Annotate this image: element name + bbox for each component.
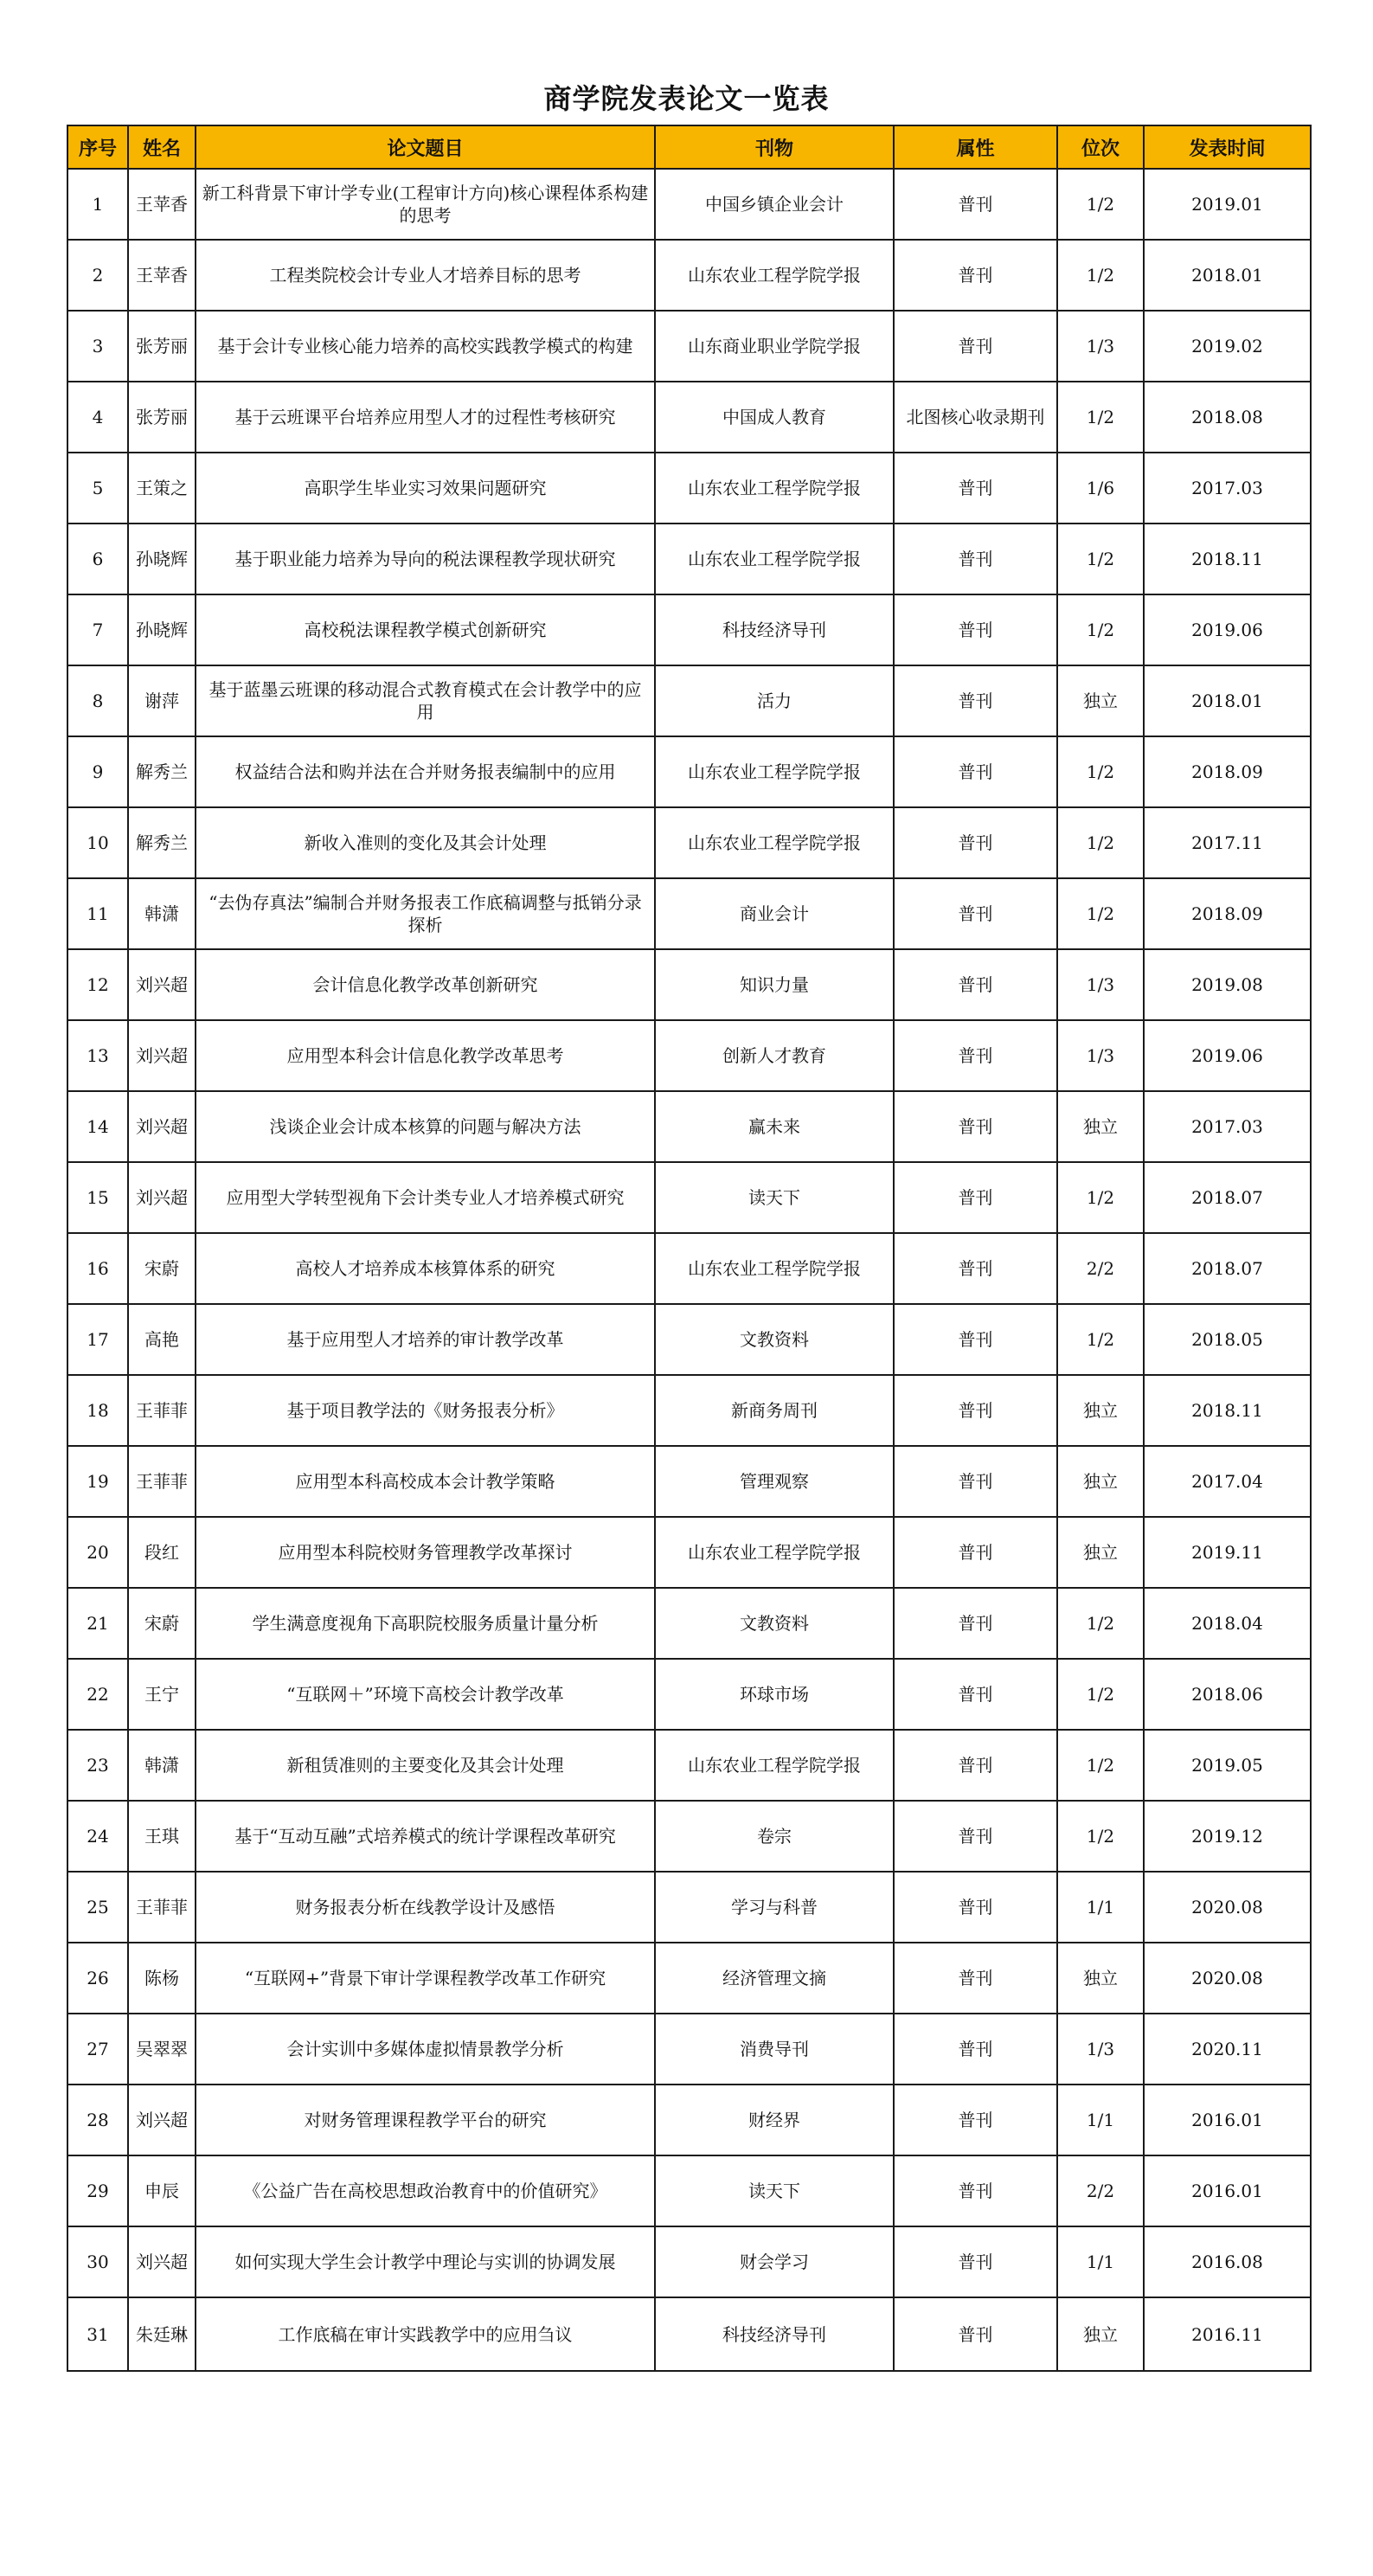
- table-row: [67, 1730, 1311, 1801]
- cell-no: 10: [67, 807, 128, 878]
- table-row: [67, 1943, 1311, 2014]
- cell-type: 普刊: [894, 807, 1057, 878]
- cell-author: 王菲菲: [128, 1375, 196, 1446]
- cell-title: 基于会计专业核心能力培养的高校实践教学模式的构建: [196, 311, 655, 382]
- cell-journal: 创新人才教育: [655, 1020, 894, 1091]
- cell-date: 2019.06: [1144, 1020, 1311, 1091]
- cell-date: 2019.05: [1144, 1730, 1311, 1801]
- cell-title: 高校人才培养成本核算体系的研究: [196, 1233, 655, 1304]
- cell-author: 刘兴超: [128, 1020, 196, 1091]
- cell-rank: 1/2: [1057, 878, 1144, 949]
- cell-rank: 1/2: [1057, 1304, 1144, 1375]
- document-title: 商学院发表论文一览表: [543, 82, 830, 115]
- cell-date: 2019.02: [1144, 311, 1311, 382]
- cell-rank: 1/1: [1057, 1872, 1144, 1943]
- cell-type: 普刊: [894, 1375, 1057, 1446]
- cell-no: 4: [67, 382, 128, 453]
- cell-title: 如何实现大学生会计教学中理论与实训的协调发展: [196, 2226, 655, 2297]
- cell-no: 16: [67, 1233, 128, 1304]
- cell-date: 2018.06: [1144, 1659, 1311, 1730]
- cell-title: 应用型本科高校成本会计教学策略: [196, 1446, 655, 1517]
- cell-journal: 新商务周刊: [655, 1375, 894, 1446]
- papers-table: [67, 125, 1312, 2372]
- header-cell-journal: 刊物: [655, 125, 894, 169]
- table-row: [67, 594, 1311, 665]
- cell-rank: 2/2: [1057, 1233, 1144, 1304]
- header-cell-author: 姓名: [128, 125, 196, 169]
- cell-journal: 财会学习: [655, 2226, 894, 2297]
- cell-date: 2020.11: [1144, 2014, 1311, 2085]
- cell-journal: 山东农业工程学院学报: [655, 1233, 894, 1304]
- cell-rank: 1/3: [1057, 949, 1144, 1020]
- cell-type: 普刊: [894, 1233, 1057, 1304]
- cell-rank: 独立: [1057, 1446, 1144, 1517]
- table-row: [67, 736, 1311, 807]
- cell-author: 申辰: [128, 2155, 196, 2226]
- cell-no: 13: [67, 1020, 128, 1091]
- table-row: [67, 2014, 1311, 2085]
- cell-author: 高艳: [128, 1304, 196, 1375]
- cell-rank: 2/2: [1057, 2155, 1144, 2226]
- cell-rank: 独立: [1057, 665, 1144, 736]
- table-row: [67, 1517, 1311, 1588]
- cell-type: 普刊: [894, 311, 1057, 382]
- cell-title: “去伪存真法”编制合并财务报表工作底稿调整与抵销分录探析: [196, 878, 655, 949]
- cell-date: 2018.01: [1144, 665, 1311, 736]
- cell-no: 6: [67, 524, 128, 594]
- cell-author: 解秀兰: [128, 736, 196, 807]
- cell-type: 普刊: [894, 878, 1057, 949]
- cell-author: 王菲菲: [128, 1446, 196, 1517]
- cell-no: 26: [67, 1943, 128, 2014]
- cell-type: 普刊: [894, 1872, 1057, 1943]
- cell-title: 新收入准则的变化及其会计处理: [196, 807, 655, 878]
- cell-rank: 1/3: [1057, 1020, 1144, 1091]
- cell-title: 会计信息化教学改革创新研究: [196, 949, 655, 1020]
- header-cell-type: 属性: [894, 125, 1057, 169]
- cell-journal: 读天下: [655, 1162, 894, 1233]
- cell-journal: 学习与科普: [655, 1872, 894, 1943]
- cell-title: 基于应用型人才培养的审计教学改革: [196, 1304, 655, 1375]
- cell-date: 2019.12: [1144, 1801, 1311, 1872]
- cell-date: 2016.01: [1144, 2085, 1311, 2155]
- cell-type: 普刊: [894, 1517, 1057, 1588]
- cell-rank: 1/3: [1057, 2014, 1144, 2085]
- cell-title: 对财务管理课程教学平台的研究: [196, 2085, 655, 2155]
- cell-journal: 文教资料: [655, 1304, 894, 1375]
- table-row: [67, 949, 1311, 1020]
- cell-date: 2017.03: [1144, 453, 1311, 524]
- cell-type: 普刊: [894, 1446, 1057, 1517]
- table-row: [67, 1162, 1311, 1233]
- cell-author: 张芳丽: [128, 311, 196, 382]
- cell-date: 2018.09: [1144, 878, 1311, 949]
- cell-rank: 独立: [1057, 1943, 1144, 2014]
- cell-type: 普刊: [894, 1943, 1057, 2014]
- cell-author: 陈杨: [128, 1943, 196, 2014]
- cell-author: 刘兴超: [128, 2085, 196, 2155]
- table-row: [67, 1091, 1311, 1162]
- cell-date: 2018.07: [1144, 1233, 1311, 1304]
- cell-no: 23: [67, 1730, 128, 1801]
- cell-title: 会计实训中多媒体虚拟情景教学分析: [196, 2014, 655, 2085]
- cell-date: 2020.08: [1144, 1872, 1311, 1943]
- table-row: [67, 1304, 1311, 1375]
- cell-rank: 1/2: [1057, 1588, 1144, 1659]
- cell-rank: 独立: [1057, 1091, 1144, 1162]
- cell-no: 3: [67, 311, 128, 382]
- cell-rank: 1/1: [1057, 2226, 1144, 2297]
- cell-journal: 商业会计: [655, 878, 894, 949]
- cell-journal: 中国乡镇企业会计: [655, 169, 894, 240]
- cell-type: 普刊: [894, 1801, 1057, 1872]
- cell-rank: 1/6: [1057, 453, 1144, 524]
- cell-rank: 1/2: [1057, 524, 1144, 594]
- cell-author: 吴翠翠: [128, 2014, 196, 2085]
- cell-rank: 1/1: [1057, 2085, 1144, 2155]
- cell-date: 2018.08: [1144, 382, 1311, 453]
- cell-date: 2019.01: [1144, 169, 1311, 240]
- table-row: [67, 311, 1311, 382]
- cell-journal: 科技经济导刊: [655, 594, 894, 665]
- cell-no: 15: [67, 1162, 128, 1233]
- cell-type: 普刊: [894, 665, 1057, 736]
- table-row: [67, 1375, 1311, 1446]
- cell-date: 2017.11: [1144, 807, 1311, 878]
- cell-rank: 1/2: [1057, 1162, 1144, 1233]
- cell-author: 刘兴超: [128, 949, 196, 1020]
- cell-type: 普刊: [894, 1588, 1057, 1659]
- cell-date: 2018.04: [1144, 1588, 1311, 1659]
- cell-title: 学生满意度视角下高职院校服务质量计量分析: [196, 1588, 655, 1659]
- cell-no: 7: [67, 594, 128, 665]
- cell-type: 普刊: [894, 2085, 1057, 2155]
- cell-no: 5: [67, 453, 128, 524]
- cell-no: 14: [67, 1091, 128, 1162]
- cell-date: 2018.05: [1144, 1304, 1311, 1375]
- cell-date: 2018.09: [1144, 736, 1311, 807]
- cell-title: 基于职业能力培养为导向的税法课程教学现状研究: [196, 524, 655, 594]
- cell-journal: 财经界: [655, 2085, 894, 2155]
- cell-date: 2018.01: [1144, 240, 1311, 311]
- cell-author: 刘兴超: [128, 1162, 196, 1233]
- cell-author: 孙晓辉: [128, 594, 196, 665]
- cell-no: 8: [67, 665, 128, 736]
- cell-author: 王菲菲: [128, 1872, 196, 1943]
- cell-date: 2019.08: [1144, 949, 1311, 1020]
- cell-no: 28: [67, 2085, 128, 2155]
- cell-journal: 赢未来: [655, 1091, 894, 1162]
- cell-author: 王苹香: [128, 169, 196, 240]
- cell-title: 权益结合法和购并法在合并财务报表编制中的应用: [196, 736, 655, 807]
- cell-no: 25: [67, 1872, 128, 1943]
- cell-title: 工程类院校会计专业人才培养目标的思考: [196, 240, 655, 311]
- cell-rank: 1/3: [1057, 311, 1144, 382]
- cell-rank: 独立: [1057, 2297, 1144, 2371]
- cell-title: 基于蓝墨云班课的移动混合式教育模式在会计教学中的应用: [196, 665, 655, 736]
- cell-title: 新工科背景下审计学专业(工程审计方向)核心课程体系构建的思考: [196, 169, 655, 240]
- cell-type: 普刊: [894, 594, 1057, 665]
- cell-date: 2019.11: [1144, 1517, 1311, 1588]
- table-row: [67, 1659, 1311, 1730]
- cell-rank: 1/2: [1057, 736, 1144, 807]
- cell-journal: 山东农业工程学院学报: [655, 1730, 894, 1801]
- cell-no: 2: [67, 240, 128, 311]
- cell-no: 29: [67, 2155, 128, 2226]
- cell-no: 31: [67, 2297, 128, 2371]
- cell-journal: 山东农业工程学院学报: [655, 807, 894, 878]
- cell-author: 王宁: [128, 1659, 196, 1730]
- cell-title: 基于“互动互融”式培养模式的统计学课程改革研究: [196, 1801, 655, 1872]
- cell-no: 27: [67, 2014, 128, 2085]
- cell-title: 新租赁准则的主要变化及其会计处理: [196, 1730, 655, 1801]
- cell-author: 宋蔚: [128, 1233, 196, 1304]
- cell-author: 朱廷琳: [128, 2297, 196, 2371]
- table-row: [67, 2297, 1311, 2371]
- cell-journal: 知识力量: [655, 949, 894, 1020]
- cell-type: 普刊: [894, 2155, 1057, 2226]
- cell-journal: 卷宗: [655, 1801, 894, 1872]
- cell-journal: 山东农业工程学院学报: [655, 240, 894, 311]
- cell-date: 2018.11: [1144, 524, 1311, 594]
- cell-no: 24: [67, 1801, 128, 1872]
- table-row: [67, 240, 1311, 311]
- cell-title: “互联网＋”环境下高校会计教学改革: [196, 1659, 655, 1730]
- table-row: [67, 807, 1311, 878]
- cell-title: 工作底稿在审计实践教学中的应用刍议: [196, 2297, 655, 2371]
- table-row: [67, 1588, 1311, 1659]
- cell-rank: 1/2: [1057, 1801, 1144, 1872]
- cell-type: 普刊: [894, 1304, 1057, 1375]
- cell-type: 普刊: [894, 2297, 1057, 2371]
- cell-title: 浅谈企业会计成本核算的问题与解决方法: [196, 1091, 655, 1162]
- cell-author: 王苹香: [128, 240, 196, 311]
- table-row: [67, 1801, 1311, 1872]
- table-row: [67, 1020, 1311, 1091]
- cell-journal: 山东农业工程学院学报: [655, 1517, 894, 1588]
- cell-type: 普刊: [894, 1659, 1057, 1730]
- cell-rank: 1/2: [1057, 1659, 1144, 1730]
- cell-journal: 山东农业工程学院学报: [655, 736, 894, 807]
- cell-no: 9: [67, 736, 128, 807]
- table-body: [67, 169, 1311, 2371]
- cell-title: 高校税法课程教学模式创新研究: [196, 594, 655, 665]
- cell-author: 王策之: [128, 453, 196, 524]
- cell-journal: 环球市场: [655, 1659, 894, 1730]
- table-row: [67, 382, 1311, 453]
- cell-date: 2019.06: [1144, 594, 1311, 665]
- header-cell-date: 发表时间: [1144, 125, 1311, 169]
- cell-title: 应用型本科会计信息化教学改革思考: [196, 1020, 655, 1091]
- cell-journal: 山东商业职业学院学报: [655, 311, 894, 382]
- header-row: [67, 125, 1311, 169]
- cell-journal: 山东农业工程学院学报: [655, 453, 894, 524]
- cell-rank: 1/2: [1057, 382, 1144, 453]
- cell-type: 普刊: [894, 240, 1057, 311]
- cell-author: 刘兴超: [128, 1091, 196, 1162]
- header-cell-rank: 位次: [1057, 125, 1144, 169]
- cell-rank: 独立: [1057, 1375, 1144, 1446]
- cell-author: 刘兴超: [128, 2226, 196, 2297]
- cell-journal: 消费导刊: [655, 2014, 894, 2085]
- header-cell-title: 论文题目: [196, 125, 655, 169]
- cell-date: 2018.11: [1144, 1375, 1311, 1446]
- cell-title: 应用型大学转型视角下会计类专业人才培养模式研究: [196, 1162, 655, 1233]
- cell-rank: 独立: [1057, 1517, 1144, 1588]
- table-row: [67, 524, 1311, 594]
- cell-date: 2020.08: [1144, 1943, 1311, 2014]
- cell-date: 2016.01: [1144, 2155, 1311, 2226]
- cell-rank: 1/2: [1057, 169, 1144, 240]
- cell-no: 30: [67, 2226, 128, 2297]
- cell-title: 高职学生毕业实习效果问题研究: [196, 453, 655, 524]
- cell-type: 普刊: [894, 453, 1057, 524]
- cell-author: 王琪: [128, 1801, 196, 1872]
- cell-author: 韩潇: [128, 1730, 196, 1801]
- cell-author: 宋蔚: [128, 1588, 196, 1659]
- cell-type: 普刊: [894, 1730, 1057, 1801]
- cell-type: 普刊: [894, 169, 1057, 240]
- cell-author: 段红: [128, 1517, 196, 1588]
- cell-type: 普刊: [894, 736, 1057, 807]
- cell-title: “互联网+”背景下审计学课程教学改革工作研究: [196, 1943, 655, 2014]
- cell-title: 基于项目教学法的《财务报表分析》: [196, 1375, 655, 1446]
- table-row: [67, 665, 1311, 736]
- cell-no: 19: [67, 1446, 128, 1517]
- cell-date: 2017.04: [1144, 1446, 1311, 1517]
- cell-title: 《公益广告在高校思想政治教育中的价值研究》: [196, 2155, 655, 2226]
- table-row: [67, 2226, 1311, 2297]
- cell-no: 22: [67, 1659, 128, 1730]
- table-row: [67, 1233, 1311, 1304]
- table-row: [67, 1872, 1311, 1943]
- cell-title: 财务报表分析在线教学设计及感悟: [196, 1872, 655, 1943]
- cell-type: 普刊: [894, 949, 1057, 1020]
- table-row: [67, 2155, 1311, 2226]
- table-row: [67, 878, 1311, 949]
- cell-journal: 山东农业工程学院学报: [655, 524, 894, 594]
- cell-date: 2016.11: [1144, 2297, 1311, 2371]
- cell-no: 1: [67, 169, 128, 240]
- cell-type: 普刊: [894, 2226, 1057, 2297]
- cell-rank: 1/2: [1057, 807, 1144, 878]
- cell-author: 孙晓辉: [128, 524, 196, 594]
- cell-type: 普刊: [894, 1020, 1057, 1091]
- cell-author: 张芳丽: [128, 382, 196, 453]
- cell-title: 应用型本科院校财务管理教学改革探讨: [196, 1517, 655, 1588]
- cell-type: 普刊: [894, 1091, 1057, 1162]
- cell-author: 谢萍: [128, 665, 196, 736]
- cell-journal: 科技经济导刊: [655, 2297, 894, 2371]
- cell-title: 基于云班课平台培养应用型人才的过程性考核研究: [196, 382, 655, 453]
- cell-journal: 读天下: [655, 2155, 894, 2226]
- table-row: [67, 1446, 1311, 1517]
- cell-journal: 中国成人教育: [655, 382, 894, 453]
- cell-rank: 1/2: [1057, 240, 1144, 311]
- cell-journal: 文教资料: [655, 1588, 894, 1659]
- table-row: [67, 2085, 1311, 2155]
- cell-type: 北图核心收录期刊: [894, 382, 1057, 453]
- cell-rank: 1/2: [1057, 594, 1144, 665]
- cell-rank: 1/2: [1057, 1730, 1144, 1801]
- cell-no: 12: [67, 949, 128, 1020]
- cell-no: 21: [67, 1588, 128, 1659]
- cell-journal: 活力: [655, 665, 894, 736]
- cell-no: 18: [67, 1375, 128, 1446]
- cell-author: 韩潇: [128, 878, 196, 949]
- cell-no: 17: [67, 1304, 128, 1375]
- cell-date: 2018.07: [1144, 1162, 1311, 1233]
- cell-type: 普刊: [894, 2014, 1057, 2085]
- header-cell-no: 序号: [67, 125, 128, 169]
- cell-date: 2016.08: [1144, 2226, 1311, 2297]
- cell-journal: 管理观察: [655, 1446, 894, 1517]
- cell-author: 解秀兰: [128, 807, 196, 878]
- table-row: [67, 169, 1311, 240]
- cell-no: 20: [67, 1517, 128, 1588]
- cell-no: 11: [67, 878, 128, 949]
- table-row: [67, 453, 1311, 524]
- cell-date: 2017.03: [1144, 1091, 1311, 1162]
- cell-type: 普刊: [894, 1162, 1057, 1233]
- cell-type: 普刊: [894, 524, 1057, 594]
- cell-journal: 经济管理文摘: [655, 1943, 894, 2014]
